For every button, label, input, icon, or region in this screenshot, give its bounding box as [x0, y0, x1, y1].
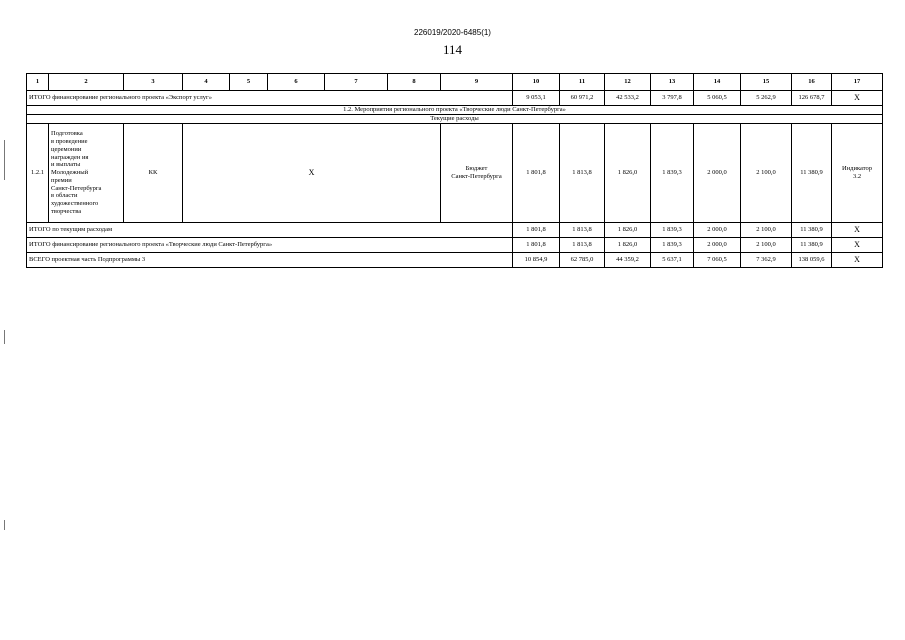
column-header: 16	[792, 74, 832, 91]
scan-edge-mark	[4, 330, 5, 344]
column-header: 9	[441, 74, 513, 91]
value-cell: 1 826,0	[605, 223, 651, 238]
value-cell: 11 380,9	[792, 238, 832, 253]
value-cell: 7 362,9	[741, 253, 792, 268]
row-label: ВСЕГО проектная часть Подпрограммы 3	[27, 253, 513, 268]
column-header: 7	[325, 74, 388, 91]
value-cell: 1 813,8	[560, 238, 605, 253]
value-cell: 138 059,6	[792, 253, 832, 268]
item-executor: КК	[124, 124, 183, 223]
column-header: 14	[694, 74, 741, 91]
x-mark-cell: X	[832, 253, 883, 268]
section-title-row	[27, 106, 883, 115]
value-cell: 1 839,3	[651, 124, 694, 223]
value-cell: 1 813,8	[560, 124, 605, 223]
current-costs-label: Текущие расходы	[27, 115, 883, 124]
merged-x-cell: Х	[183, 124, 441, 223]
value-cell: 1 813,8	[560, 223, 605, 238]
column-header: 10	[513, 74, 560, 91]
column-header: 12	[605, 74, 651, 91]
row-label: ИТОГО по текущим расходам	[27, 223, 513, 238]
value-cell: 1 839,3	[651, 223, 694, 238]
table-row-export-total	[27, 91, 883, 106]
value-cell: 2 000,0	[694, 238, 741, 253]
table-row-creative-total	[27, 238, 883, 253]
x-mark-cell: X	[832, 223, 883, 238]
value-cell: 10 854,9	[513, 253, 560, 268]
table-row-item-1-2-1	[27, 124, 883, 223]
value-cell: 44 359,2	[605, 253, 651, 268]
value-cell: 1 826,0	[605, 124, 651, 223]
column-header: 1	[27, 74, 49, 91]
column-header: 13	[651, 74, 694, 91]
row-label: ИТОГО финансирование регионального проекта «Экспорт услуг»	[27, 91, 513, 106]
value-cell: 62 785,0	[560, 253, 605, 268]
item-number: 1.2.1	[27, 124, 49, 223]
column-header: 6	[268, 74, 325, 91]
document-number: 226019/2020-6485(1)	[414, 28, 491, 37]
current-costs-row	[27, 115, 883, 124]
value-cell: 9 053,1	[513, 91, 560, 106]
item-name: Подготовка в проведение церемонии награжден ия и выплаты Молодежный премии Санкт-Петербурга в области художественного творчества	[49, 124, 124, 223]
value-cell: 3 797,8	[651, 91, 694, 106]
x-mark-cell: X	[832, 238, 883, 253]
section-title: 1.2. Мероприятия регионального проекта «Творческие люди Санкт-Петербурга»	[27, 106, 883, 115]
column-header: 15	[741, 74, 792, 91]
value-cell: 1 801,8	[513, 238, 560, 253]
value-cell: 7 060,5	[694, 253, 741, 268]
column-header: 4	[183, 74, 230, 91]
value-cell: 126 678,7	[792, 91, 832, 106]
value-cell: 2 000,0	[694, 124, 741, 223]
column-header: 8	[388, 74, 441, 91]
value-cell: 5 060,5	[694, 91, 741, 106]
value-cell: 11 380,9	[792, 223, 832, 238]
value-cell: 1 826,0	[605, 238, 651, 253]
column-header: 2	[49, 74, 124, 91]
value-cell: 2 100,0	[741, 238, 792, 253]
value-cell: 2 000,0	[694, 223, 741, 238]
row-label: ИТОГО финансирование регионального проекта «Творческие люди Санкт-Петербурга»	[27, 238, 513, 253]
column-header-row	[27, 74, 883, 91]
column-header: 11	[560, 74, 605, 91]
budget-table	[26, 73, 883, 268]
value-cell: 1 801,8	[513, 124, 560, 223]
indicator-cell: Индикатор 3.2	[832, 124, 883, 223]
column-header: 3	[124, 74, 183, 91]
value-cell: 11 380,9	[792, 124, 832, 223]
scan-edge-mark	[4, 140, 5, 180]
value-cell: 2 100,0	[741, 223, 792, 238]
value-cell: 60 971,2	[560, 91, 605, 106]
scan-edge-mark	[4, 520, 5, 530]
page-number: 114	[442, 42, 463, 57]
table-row-grand-total	[27, 253, 883, 268]
value-cell: 5 262,9	[741, 91, 792, 106]
column-header: 5	[230, 74, 268, 91]
value-cell: 2 100,0	[741, 124, 792, 223]
x-mark-cell: X	[832, 91, 883, 106]
value-cell: 5 637,1	[651, 253, 694, 268]
value-cell: 1 839,3	[651, 238, 694, 253]
funding-source: Бюджет Санкт-Петербурга	[441, 124, 513, 223]
value-cell: 1 801,8	[513, 223, 560, 238]
table-row-current-total	[27, 223, 883, 238]
column-header: 17	[832, 74, 883, 91]
value-cell: 42 533,2	[605, 91, 651, 106]
